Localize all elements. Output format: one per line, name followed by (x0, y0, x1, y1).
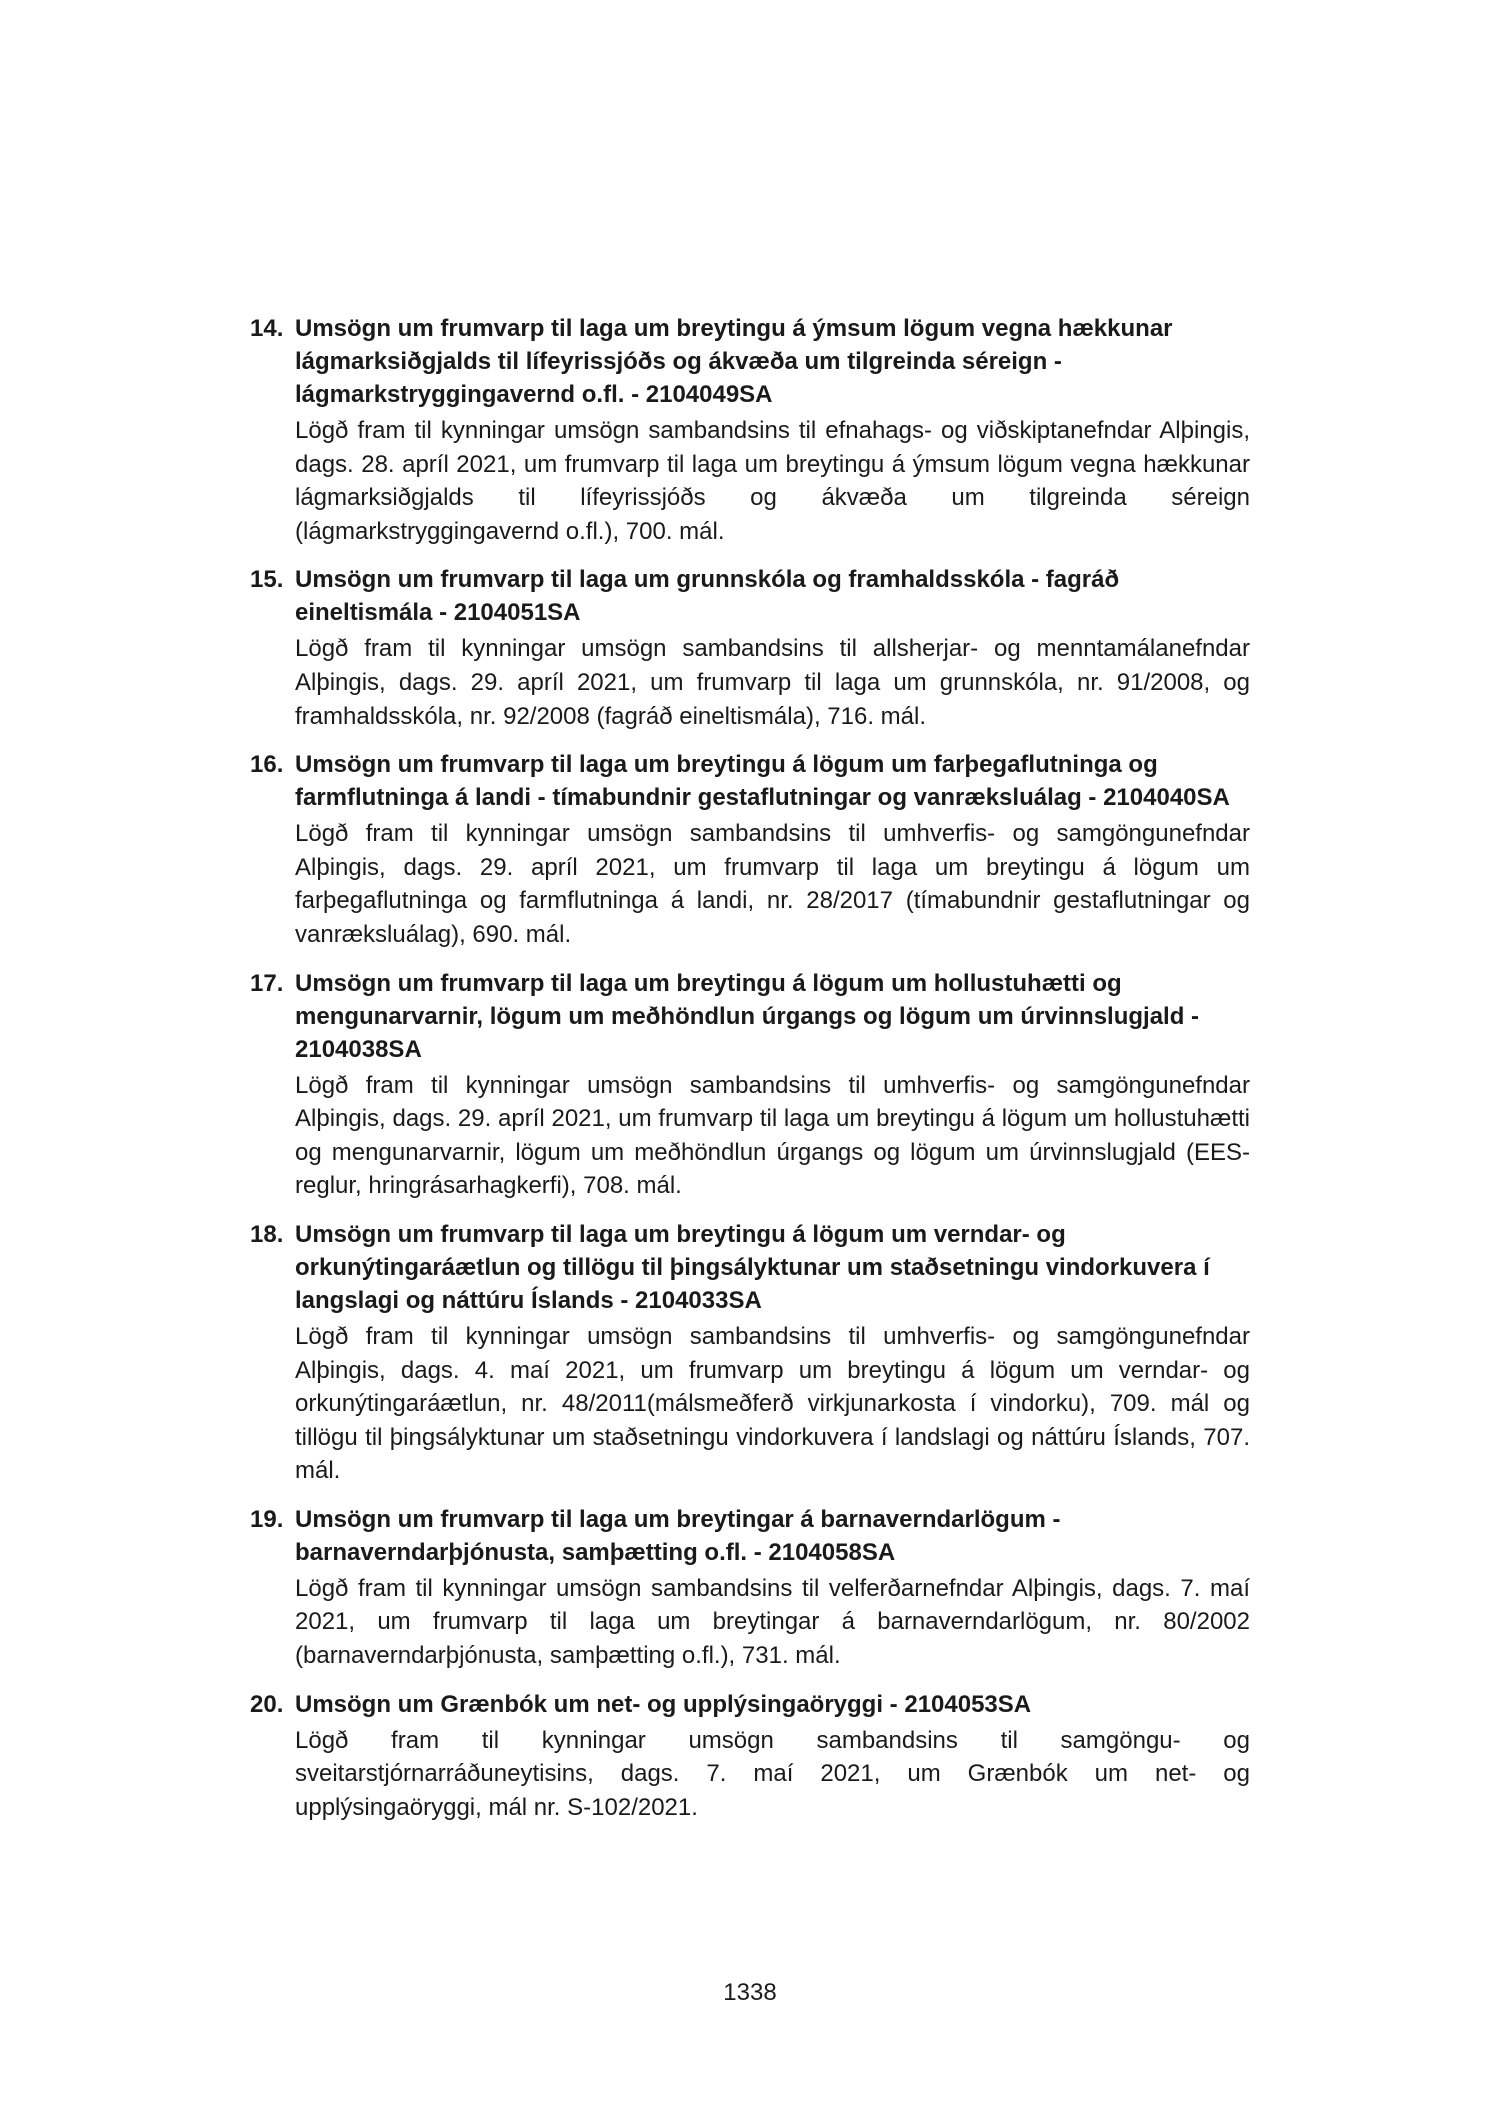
item-description: Lögð fram til kynningar umsögn sambandsins til umhverfis- og samgöngunefndar Alþingis, dags. 29. apríl 2021, um frumvarp til laga um breytingu á lögum um farþegaflutninga og farmflutninga á landi, nr. 28/2017 (tímabundnir gestaflutningar og vanræksluálag), 690. mál. (295, 820, 1250, 948)
page-number: 1338 (723, 1979, 777, 2006)
item-description: Lögð fram til kynningar umsögn sambandsins til efnahags- og viðskiptanefndar Alþingis, dags. 28. apríl 2021, um frumvarp til laga um breytingu á ýmsum lögum vegna hækkunar lágmarksiðgjalds til lífeyrissjóðs og ákvæða um tilgreinda séreign (lágmarkstryggingavernd o.fl.), 700. mál. (295, 417, 1250, 545)
item-number: 16. (250, 751, 284, 779)
item-title: Umsögn um frumvarp til laga um grunnskóla og framhaldsskóla - fagráð eineltismála - 2104051SA (295, 566, 1120, 627)
agenda-item-18 (250, 1218, 1250, 1488)
agenda-item-19 (250, 1503, 1250, 1673)
agenda-item-16 (250, 748, 1250, 951)
item-title: Umsögn um frumvarp til laga um breytingu á ýmsum lögum vegna hækkunar lágmarksiðgjalds til lífeyrissjóðs og ákvæða um tilgreinda séreign - lágmarkstryggingavernd o.fl. - 2104049SA (295, 315, 1173, 408)
item-title: Umsögn um frumvarp til laga um breytingu á lögum um verndar- og orkunýtingaráætlun og tillögu til þingsályktunar um staðsetningu vindorkuvera í langslagi og náttúru Íslands - 2104033SA (295, 1220, 1210, 1314)
item-number: 17. (250, 969, 284, 997)
item-description: Lögð fram til kynningar umsögn sambandsins til allsherjar- og menntamálanefndar Alþingis, dags. 29. apríl 2021, um frumvarp til laga um grunnskóla, nr. 91/2008, og framhaldsskóla, nr. 92/2008 (fagráð eineltismála), 716. mál. (295, 635, 1250, 730)
item-number: 19. (250, 1505, 284, 1533)
item-description: Lögð fram til kynningar umsögn sambandsins til umhverfis- og samgöngunefndar Alþingis, dags. 4. maí 2021, um frumvarp um breytingu á lögum um verndar- og orkunýtingaráætlun, nr. 48/2011(málsmeðferð virkjunarkosta í vindorku), 709. mál og tillögu til þingsályktunar um staðsetningu vindorkuvera í landslagi og náttúru Íslands, 707. mál. (295, 1322, 1250, 1485)
agenda-item-20 (250, 1688, 1250, 1825)
agenda-item-14 (250, 312, 1250, 548)
item-description: Lögð fram til kynningar umsögn sambandsins til velferðarnefndar Alþingis, dags. 7. maí 2021, um frumvarp til laga um breytingar á barnaverndarlögum, nr. 80/2002 (barnaverndarþjónusta, samþætting o.fl.), 731. mál. (295, 1574, 1250, 1670)
item-number: 20. (250, 1690, 284, 1718)
item-title: Umsögn um Grænbók um net- og upplýsingaöryggi - 2104053SA (295, 1690, 1032, 1718)
item-title: Umsögn um frumvarp til laga um breytingar á barnaverndarlögum - barnaverndarþjónusta, samþætting o.fl. - 2104058SA (295, 1505, 1061, 1566)
item-title: Umsögn um frumvarp til laga um breytingu á lögum um farþegaflutninga og farmflutninga á landi - tímabundnir gestaflutningar og vanræksluálag - 2104040SA (295, 751, 1230, 812)
item-number: 18. (250, 1220, 284, 1248)
item-description: Lögð fram til kynningar umsögn sambandsins til umhverfis- og samgöngunefndar Alþingis, dags. 29. apríl 2021, um frumvarp til laga um breytingu á lögum um hollustuhætti og mengunarvarnir, lögum um meðhöndlun úrgangs og lögum um úrvinnslugjald (EES-reglur, hringrásarhagkerfi), 708. mál. (295, 1071, 1250, 1200)
item-number: 14. (250, 315, 284, 342)
agenda-item-15 (250, 563, 1250, 733)
item-description: Lögð fram til kynningar umsögn sambandsins til samgöngu- og sveitarstjórnarráðuneytisins, dags. 7. maí 2021, um Grænbók um net- og upplýsingaöryggi, mál nr. S-102/2021. (295, 1726, 1250, 1821)
agenda-item-17 (250, 967, 1250, 1203)
item-title: Umsögn um frumvarp til laga um breytingu á lögum um hollustuhætti og mengunarvarnir, lögum um meðhöndlun úrgangs og lögum um úrvinnslugjald - 2104038SA (295, 969, 1200, 1063)
agenda-list (250, 312, 1250, 1824)
item-number: 15. (250, 566, 284, 594)
